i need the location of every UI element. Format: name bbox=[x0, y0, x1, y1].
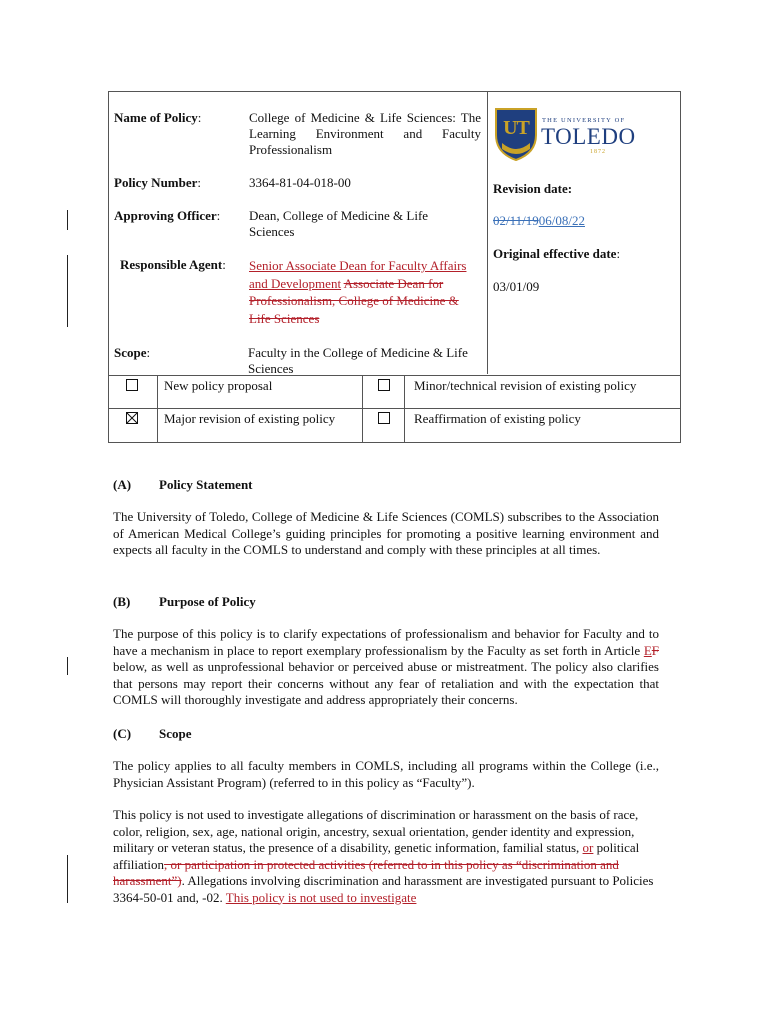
approving-officer-label: Approving Officer: bbox=[114, 208, 221, 223]
original-effective-date-label: Original effective date: bbox=[493, 246, 621, 261]
section-c-text: The policy applies to all faculty members in COMLS, including all programs within the College (i.e., Physician Assistant Program) (referred to in this policy as “Faculty”). bbox=[113, 758, 659, 790]
checkbox-label-reaffirmation: Reaffirmation of existing policy bbox=[414, 411, 581, 426]
logo-name-text: TOLEDO bbox=[541, 124, 636, 149]
section-b-title: Purpose of Policy bbox=[159, 594, 256, 609]
responsible-agent-inserted: Senior Associate Dean for Faculty Affairs and Development bbox=[249, 258, 467, 291]
table-border-left bbox=[108, 91, 109, 442]
table-divider-checkbox-row2 bbox=[108, 408, 680, 409]
policy-number-label: Policy Number: bbox=[114, 175, 202, 190]
checkbox-new-policy[interactable] bbox=[126, 379, 138, 391]
table-border-bottom bbox=[108, 442, 681, 443]
scope-label: Scope: bbox=[114, 345, 151, 360]
section-c-title: Scope bbox=[159, 726, 192, 741]
discrimination-inserted-or: or bbox=[582, 840, 594, 855]
section-b-deleted: F bbox=[651, 642, 659, 658]
section-a-text: The University of Toledo, College of Medicine & Life Sciences (COMLS) subscribes to the Association of American Medical College’s guiding principles for promoting a positive learning environment and expects all faculty in the COMLS to understand and comply with these principles at all times. bbox=[113, 509, 659, 557]
table-divider-col3 bbox=[404, 375, 405, 442]
revision-date-inserted: 06/08/22 bbox=[538, 213, 585, 228]
responsible-agent-label: Responsible Agent: bbox=[120, 257, 226, 272]
checkbox-major-revision[interactable] bbox=[126, 412, 138, 424]
name-of-policy-value: College of Medicine & Life Sciences: The Learning Environment and Faculty Professionalism bbox=[249, 110, 481, 157]
original-effective-date-value: 03/01/09 bbox=[493, 279, 540, 294]
section-b-letter: (B) bbox=[113, 594, 131, 609]
change-bar-4 bbox=[67, 855, 68, 903]
checkbox-label-new-policy: New policy proposal bbox=[164, 378, 273, 393]
responsible-agent-value bbox=[249, 257, 481, 327]
checkbox-x-icon bbox=[127, 413, 137, 423]
change-bar-3 bbox=[67, 657, 68, 675]
table-divider-vertical bbox=[487, 91, 488, 374]
change-bar-2 bbox=[67, 255, 68, 327]
scope-value: Faculty in the College of Medicine & Life Sciences bbox=[248, 345, 468, 376]
revision-date-label: Revision date: bbox=[493, 181, 573, 196]
section-a-title: Policy Statement bbox=[159, 477, 253, 492]
logo-year-text: 1872 bbox=[590, 149, 606, 155]
table-divider-col2 bbox=[362, 375, 363, 442]
table-border-top bbox=[108, 91, 680, 92]
revision-date-value bbox=[493, 213, 585, 229]
section-b-inserted: E bbox=[643, 642, 652, 658]
section-c-discrimination-text: This policy is not used to investigate allegations of discrimination or harassment on the basis of race, color, religion, sex, age, national origin, ancestry, sexual orientation, gender identity and expression, military or veteran status, the presence of a disability, genetic information, familial status, or political affiliation, or participation in protected activities (referred to in this policy as “discrimination and harassment”). Allegations involving discrimination and harassment are investigated pursuant to Policies 3364-50-01 and, -02. This policy is not used to investigate bbox=[113, 807, 654, 905]
policy-number-value: 3364-81-04-018-00 bbox=[249, 175, 351, 190]
discrimination-inserted-sentence: This policy is not used to investigate bbox=[225, 889, 417, 905]
revision-date-deleted: 02/11/19 bbox=[493, 213, 539, 228]
checkbox-minor-revision[interactable] bbox=[378, 379, 390, 391]
table-divider-col1 bbox=[157, 375, 158, 442]
checkbox-reaffirmation[interactable] bbox=[378, 412, 390, 424]
checkbox-label-major-revision: Major revision of existing policy bbox=[164, 411, 336, 426]
table-border-right bbox=[680, 91, 681, 442]
section-c-letter: (C) bbox=[113, 726, 132, 741]
section-a-letter: (A) bbox=[113, 477, 132, 492]
approving-officer-value: Dean, College of Medicine & Life Sciences bbox=[249, 208, 429, 239]
university-logo bbox=[494, 105, 644, 165]
change-bar-1 bbox=[67, 210, 68, 230]
ut-monogram: UT bbox=[503, 117, 529, 139]
logo-top-text: THE UNIVERSITY OF bbox=[542, 117, 626, 124]
name-of-policy-label: Name of Policy: bbox=[114, 110, 202, 125]
discrimination-deleted-clause: , or participation in protected activities (referred to in this policy as “discrimination and harassment”) bbox=[113, 856, 619, 888]
section-b-text: The purpose of this policy is to clarify expectations of professionalism and behavior for Faculty and to have a mechanism in place to report exemplary professionalism by the Faculty as set forth in Article EF below, as well as unprofessional behavior or perceived abuse or mistreatment. The policy also clarifies that persons may report their concerns without any fear of retaliation and with the expectation that COMLS will thoroughly investigate and address appropriately their concerns. bbox=[113, 626, 659, 707]
responsible-agent-deleted: Associate Dean for Professionalism, College of Medicine & Life Sciences bbox=[249, 275, 459, 326]
checkbox-label-minor-revision: Minor/technical revision of existing policy bbox=[414, 378, 637, 393]
